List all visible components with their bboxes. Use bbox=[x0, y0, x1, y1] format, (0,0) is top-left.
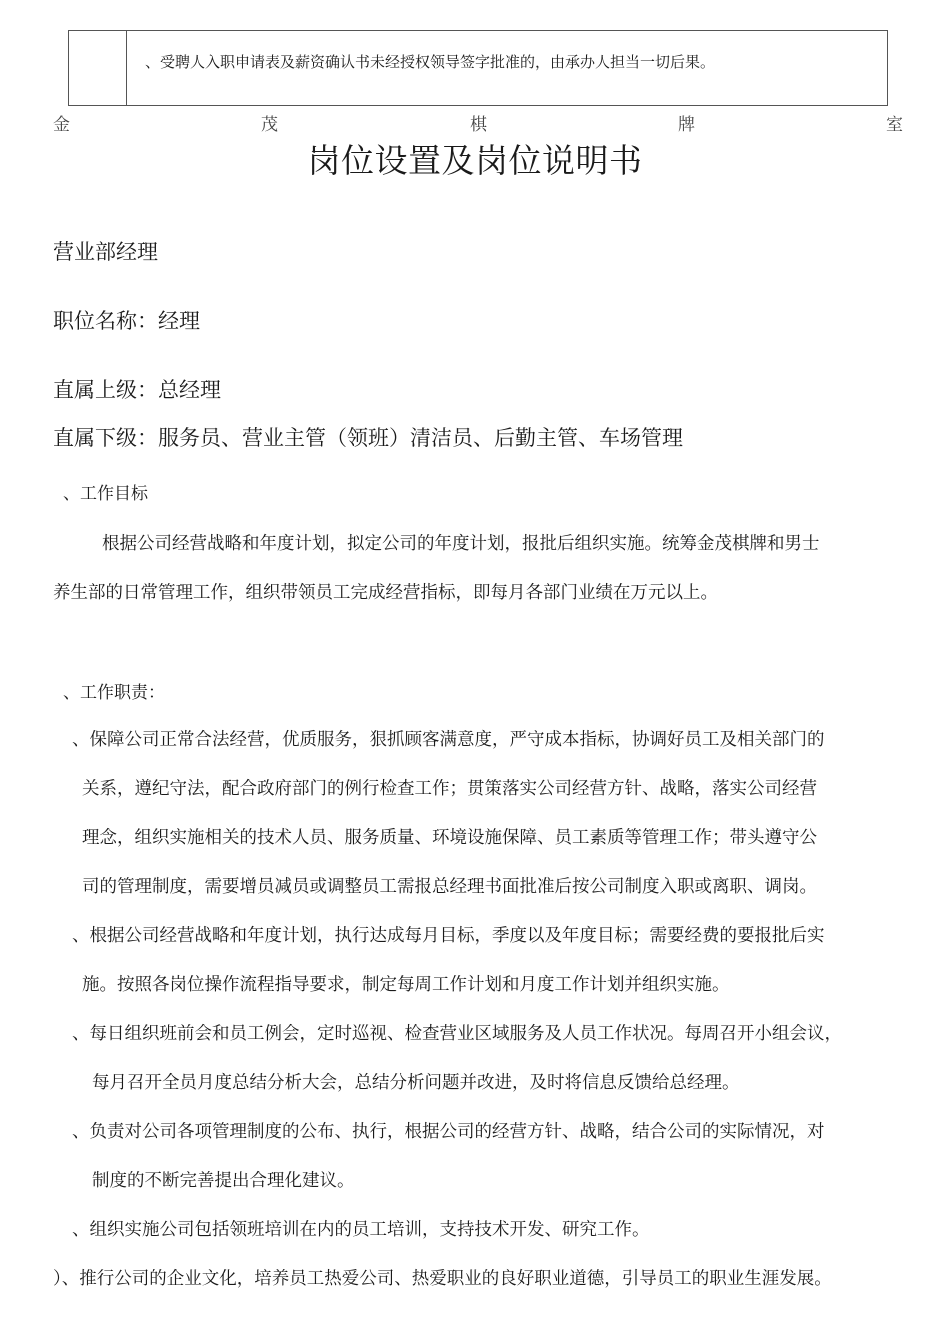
duty-line: 关系，遵纪守法，配合政府部门的例行检查工作；贯策落实公司经营方针、战略，落实公司经营 bbox=[82, 779, 817, 799]
table-divider bbox=[126, 31, 127, 105]
duty-line: 制度的不断完善提出合理化建议。 bbox=[92, 1171, 355, 1191]
note-table bbox=[68, 30, 888, 106]
header-char: 牌 bbox=[678, 115, 695, 135]
duty-item: ）、推行公司的企业文化，培养员工热爱公司、热爱职业的良好职业道德，引导员工的职业生涯发展。 bbox=[53, 1269, 832, 1289]
duty-line: 每月召开全员月度总结分析大会，总结分析问题并改进，及时将信息反馈给总经理。 bbox=[92, 1073, 740, 1093]
header-char: 室 bbox=[886, 115, 903, 135]
header-char: 茂 bbox=[261, 115, 278, 135]
goal-line: 养生部的日常管理工作，组织带领员工完成经营指标，即每月各部门业绩在万元以上。 bbox=[53, 583, 718, 603]
goal-line: 根据公司经营战略和年度计划，拟定公司的年度计划，报批后组织实施。统筹金茂棋牌和男士 bbox=[102, 534, 820, 554]
goal-heading: 、工作目标 bbox=[63, 484, 148, 504]
department-heading: 营业部经理 bbox=[53, 240, 158, 264]
duty-line: 司的管理制度，需要增员减员或调整员工需报总经理书面批准后按公司制度入职或离职、调岗。 bbox=[82, 877, 817, 897]
header-char: 棋 bbox=[470, 115, 487, 135]
duty-line: 施。按照各岗位操作流程指导要求，制定每周工作计划和月度工作计划并组织实施。 bbox=[82, 975, 730, 995]
duty-item: 、负责对公司各项管理制度的公布、执行，根据公司的经营方针、战略，结合公司的实际情况，对 bbox=[72, 1122, 825, 1142]
document-title: 岗位设置及岗位说明书 bbox=[307, 141, 643, 180]
duty-line: 理念，组织实施相关的技术人员、服务质量、环境设施保障、员工素质等管理工作；带头遵守公 bbox=[82, 828, 817, 848]
superior-field: 直属上级：总经理 bbox=[53, 378, 221, 402]
duty-item: 、保障公司正常合法经营，优质服务，狠抓顾客满意度，严守成本指标，协调好员工及相关部门的 bbox=[72, 730, 825, 750]
position-field: 职位名称：经理 bbox=[53, 309, 200, 333]
header-char: 金 bbox=[53, 115, 70, 135]
duty-item: 、根据公司经营战略和年度计划，执行达成每月目标，季度以及年度目标；需要经费的要报批后实 bbox=[72, 926, 825, 946]
duty-item: 、每日组织班前会和员工例会，定时巡视、检查营业区域服务及人员工作状况。每周召开小组会议， bbox=[72, 1024, 842, 1044]
duty-item: 、组织实施公司包括领班培训在内的员工培训，支持技术开发、研究工作。 bbox=[72, 1220, 650, 1240]
duties-heading: 、工作职责： bbox=[63, 683, 165, 703]
subordinates-field: 直属下级：服务员、营业主管（领班）清洁员、后勤主管、车场管理 bbox=[53, 426, 683, 450]
table-note: 、受聘人入职申请表及薪资确认书未经授权领导签字批准的，由承办人担当一切后果。 bbox=[145, 53, 716, 71]
